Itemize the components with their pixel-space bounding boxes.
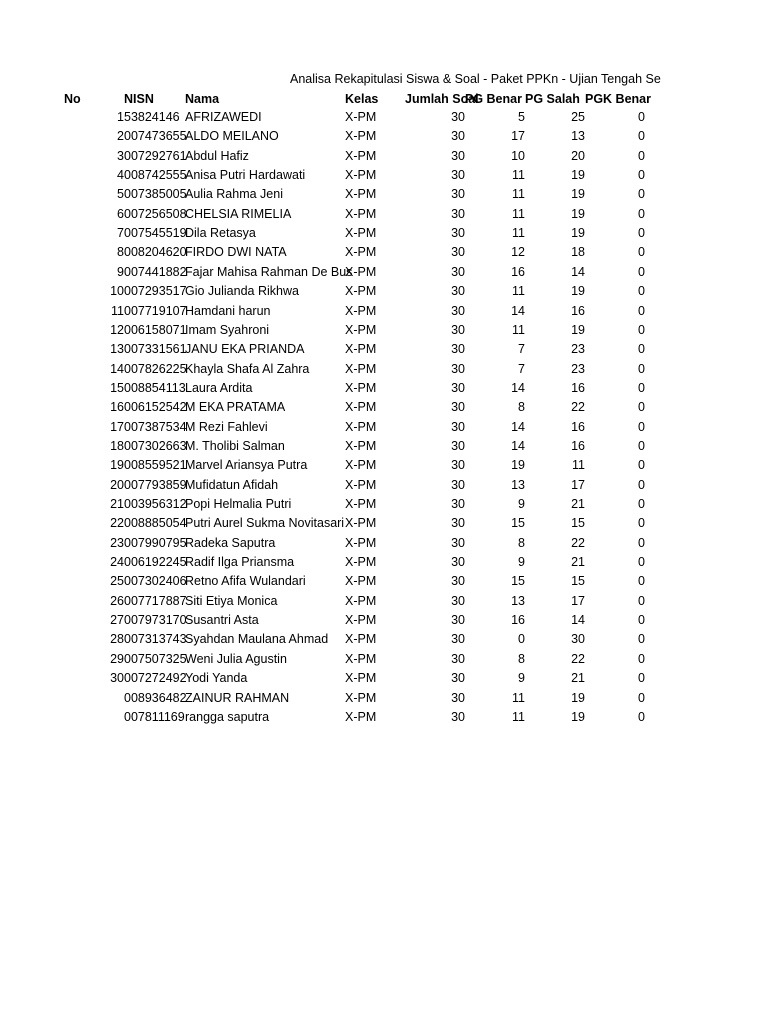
table-row — [0, 379, 768, 398]
cell-jumlah-soal: 30 — [451, 342, 465, 357]
cell-nama: Hamdani harun — [185, 303, 271, 318]
cell-nisn: 006158071 — [124, 322, 187, 337]
cell-nisn: 007302406 — [124, 574, 187, 589]
cell-nisn: 007719107 — [124, 303, 187, 318]
cell-pg-salah: 21 — [571, 497, 585, 511]
cell-jumlah-soal: 30 — [451, 593, 465, 608]
cell-pg-salah: 25 — [571, 110, 585, 124]
cell-pg-salah: 19 — [571, 187, 585, 202]
cell-pgk-benar: 0 — [638, 129, 645, 144]
cell-nisn: 007302663 — [124, 438, 187, 453]
table-row — [0, 611, 768, 630]
cell-jumlah-soal: 30 — [451, 129, 465, 144]
cell-pg-benar: 8 — [518, 400, 525, 415]
cell-pg-benar: 15 — [511, 574, 525, 589]
cell-kelas: X-PM — [345, 555, 377, 570]
cell-jumlah-soal: 30 — [451, 206, 465, 221]
table-row — [0, 224, 768, 243]
cell-no: 24 — [110, 555, 124, 570]
cell-no: 29 — [110, 651, 124, 666]
table-row — [0, 205, 768, 224]
cell-no: 12 — [110, 322, 124, 337]
cell-pg-salah: 22 — [571, 400, 585, 415]
cell-nama: Abdul Hafiz — [185, 148, 249, 163]
cell-nisn: 007811169 — [124, 709, 185, 724]
table-row — [0, 166, 768, 185]
cell-nisn: 007717887 — [124, 593, 187, 608]
table-row — [0, 514, 768, 533]
cell-nisn: 008559521 — [124, 458, 187, 473]
cell-nama: Weni Julia Agustin — [185, 651, 287, 666]
cell-no: 17 — [110, 419, 124, 434]
cell-nisn: 007545519 — [124, 226, 187, 241]
cell-nama: AFRIZAWEDI — [185, 110, 262, 124]
table-row — [0, 418, 768, 437]
cell-nama: Marvel Ariansya Putra — [185, 458, 308, 473]
cell-no: 1 — [117, 110, 124, 124]
cell-pg-salah: 22 — [571, 535, 585, 550]
cell-nisn: 003956312 — [124, 497, 187, 511]
cell-pgk-benar: 0 — [638, 690, 645, 705]
header-pg-benar: PG Benar — [465, 92, 522, 106]
cell-nama: Yodi Yanda — [185, 671, 248, 686]
cell-pg-benar: 10 — [511, 148, 525, 163]
cell-pgk-benar: 0 — [638, 709, 645, 724]
cell-no: 15 — [110, 380, 124, 395]
cell-no — [40, 708, 124, 727]
cell-pgk-benar: 0 — [638, 284, 645, 299]
cell-kelas: X-PM — [345, 148, 377, 163]
cell-no: 27 — [110, 613, 124, 628]
cell-kelas: X-PM — [345, 303, 377, 318]
table-row — [0, 282, 768, 301]
table-row — [0, 398, 768, 417]
header-pg-salah: PG Salah — [525, 92, 580, 106]
cell-nama: Dila Retasya — [185, 226, 256, 241]
cell-no: 11 — [111, 303, 124, 318]
cell-kelas: X-PM — [345, 419, 377, 434]
table-row — [0, 476, 768, 495]
cell-nisn: 007256508 — [124, 206, 187, 221]
cell-pg-salah: 19 — [571, 690, 585, 705]
cell-no: 23 — [110, 535, 124, 550]
cell-nama: Putri Aurel Sukma Novitasari — [185, 516, 345, 531]
cell-nisn: 007973170 — [124, 613, 187, 628]
cell-no: 28 — [110, 632, 124, 647]
cell-jumlah-soal: 30 — [451, 264, 465, 279]
cell-kelas: X-PM — [345, 516, 377, 531]
table-row — [0, 263, 768, 282]
cell-no: 22 — [110, 516, 124, 531]
cell-no: 13 — [110, 342, 124, 357]
cell-jumlah-soal: 30 — [451, 245, 465, 260]
cell-nisn: 008936482 — [124, 690, 187, 705]
cell-kelas: X-PM — [345, 671, 377, 686]
table-row — [0, 708, 768, 727]
table-row — [0, 669, 768, 688]
cell-no — [40, 689, 124, 708]
cell-pg-benar: 5 — [518, 110, 525, 124]
cell-jumlah-soal: 30 — [451, 380, 465, 395]
cell-pgk-benar: 0 — [638, 632, 645, 647]
cell-pg-benar: 13 — [511, 477, 525, 492]
table-row — [0, 630, 768, 649]
cell-nisn: 007793859 — [124, 477, 187, 492]
cell-kelas: X-PM — [345, 361, 377, 376]
cell-no: 8 — [117, 245, 124, 260]
cell-pgk-benar: 0 — [638, 613, 645, 628]
cell-nisn: 53824146 — [124, 110, 180, 124]
table-row — [0, 650, 768, 669]
table-row — [0, 495, 768, 514]
cell-pgk-benar: 0 — [638, 361, 645, 376]
cell-pgk-benar: 0 — [638, 380, 645, 395]
table-row — [0, 185, 768, 204]
cell-kelas: X-PM — [345, 400, 377, 415]
cell-pg-salah: 19 — [571, 226, 585, 241]
cell-jumlah-soal: 30 — [451, 438, 465, 453]
cell-pg-benar: 19 — [511, 458, 525, 473]
cell-pgk-benar: 0 — [638, 303, 645, 318]
cell-pgk-benar: 0 — [638, 671, 645, 686]
header-row — [0, 90, 768, 109]
cell-no: 25 — [110, 574, 124, 589]
cell-nisn: 007473655 — [124, 129, 187, 144]
cell-pg-benar: 16 — [511, 264, 525, 279]
cell-jumlah-soal: 30 — [451, 690, 465, 705]
cell-pgk-benar: 0 — [638, 342, 645, 357]
table-row — [0, 572, 768, 591]
cell-pg-salah: 15 — [571, 516, 585, 531]
cell-pgk-benar: 0 — [638, 148, 645, 163]
cell-no: 20 — [110, 477, 124, 492]
cell-pg-salah: 15 — [571, 574, 585, 589]
cell-pg-benar: 11 — [512, 709, 525, 724]
cell-pg-benar: 11 — [512, 206, 525, 221]
cell-kelas: X-PM — [345, 245, 377, 260]
cell-kelas: X-PM — [345, 168, 377, 183]
cell-jumlah-soal: 30 — [451, 709, 465, 724]
cell-pg-salah: 19 — [571, 284, 585, 299]
cell-pg-benar: 14 — [511, 419, 525, 434]
cell-pgk-benar: 0 — [638, 438, 645, 453]
cell-no: 26 — [110, 593, 124, 608]
cell-kelas: X-PM — [345, 187, 377, 202]
cell-pg-salah: 18 — [571, 245, 585, 260]
table-row — [0, 437, 768, 456]
cell-nama: M Rezi Fahlevi — [185, 419, 268, 434]
cell-pg-salah: 23 — [571, 361, 585, 376]
cell-pg-salah: 19 — [571, 709, 585, 724]
cell-pgk-benar: 0 — [638, 593, 645, 608]
table-row — [0, 340, 768, 359]
cell-nisn: 007292761 — [124, 148, 187, 163]
cell-pg-benar: 12 — [511, 245, 525, 260]
cell-pgk-benar: 0 — [638, 555, 645, 570]
cell-kelas: X-PM — [345, 632, 377, 647]
cell-nama: JANU EKA PRIANDA — [185, 342, 305, 357]
cell-no: 19 — [110, 458, 124, 473]
cell-no: 3 — [117, 148, 124, 163]
cell-pg-salah: 17 — [571, 477, 585, 492]
cell-nisn: 008204620 — [124, 245, 187, 260]
cell-jumlah-soal: 30 — [451, 477, 465, 492]
cell-jumlah-soal: 30 — [451, 458, 465, 473]
cell-pg-benar: 8 — [518, 651, 525, 666]
cell-nama: rangga saputra — [185, 709, 270, 724]
cell-kelas: X-PM — [345, 613, 377, 628]
cell-pgk-benar: 0 — [638, 535, 645, 550]
cell-pg-salah: 19 — [571, 322, 585, 337]
cell-nama: Siti Etiya Monica — [185, 593, 278, 608]
cell-pg-benar: 16 — [511, 613, 525, 628]
cell-pg-benar: 9 — [518, 671, 525, 686]
cell-no: 21 — [110, 497, 124, 511]
cell-pg-benar: 17 — [511, 129, 525, 144]
cell-kelas: X-PM — [345, 206, 377, 221]
cell-no: 5 — [117, 187, 124, 202]
cell-jumlah-soal: 30 — [451, 400, 465, 415]
cell-kelas: X-PM — [345, 284, 377, 299]
cell-pgk-benar: 0 — [638, 168, 645, 183]
table-row — [0, 592, 768, 611]
cell-kelas: X-PM — [345, 322, 377, 337]
cell-nama: M. Tholibi Salman — [185, 438, 285, 453]
cell-pg-salah: 16 — [571, 438, 585, 453]
table-row — [0, 302, 768, 321]
table-row — [0, 321, 768, 340]
cell-pg-benar: 14 — [511, 380, 525, 395]
cell-nama: Syahdan Maulana Ahmad — [185, 632, 329, 647]
cell-kelas: X-PM — [345, 690, 377, 705]
cell-pg-benar: 14 — [511, 303, 525, 318]
cell-pgk-benar: 0 — [638, 187, 645, 202]
cell-no: 6 — [117, 206, 124, 221]
header-pgk-benar: PGK Benar — [585, 92, 651, 106]
cell-nama: Fajar Mahisa Rahman De Bus — [185, 264, 353, 279]
cell-kelas: X-PM — [345, 264, 377, 279]
cell-nama: Retno Afifa Wulandari — [185, 574, 306, 589]
report-title: Analisa Rekapitulasi Siswa & Soal - Paket PPKn - Ujian Tengah Se — [290, 72, 661, 86]
cell-nisn: 007385005 — [124, 187, 187, 202]
cell-no: 10 — [110, 284, 124, 299]
cell-pg-benar: 11 — [512, 322, 525, 337]
table-row — [0, 147, 768, 166]
cell-pg-salah: 22 — [571, 651, 585, 666]
cell-kelas: X-PM — [345, 226, 377, 241]
cell-pg-salah: 17 — [571, 593, 585, 608]
table-row — [0, 534, 768, 553]
cell-pg-salah: 11 — [572, 458, 585, 473]
cell-no: 30 — [110, 671, 124, 686]
cell-jumlah-soal: 30 — [451, 322, 465, 337]
cell-kelas: X-PM — [345, 458, 377, 473]
cell-pg-benar: 13 — [511, 593, 525, 608]
cell-pg-salah: 13 — [571, 129, 585, 144]
cell-kelas: X-PM — [345, 380, 377, 395]
cell-no: 7 — [117, 226, 124, 241]
cell-pg-salah: 14 — [571, 264, 585, 279]
cell-pg-salah: 21 — [571, 555, 585, 570]
cell-no: 2 — [117, 129, 124, 144]
cell-pgk-benar: 0 — [638, 110, 645, 124]
cell-jumlah-soal: 30 — [451, 535, 465, 550]
cell-jumlah-soal: 30 — [451, 168, 465, 183]
cell-nisn: 007313743 — [124, 632, 187, 647]
cell-pgk-benar: 0 — [638, 497, 645, 511]
cell-kelas: X-PM — [345, 477, 377, 492]
cell-kelas: X-PM — [345, 535, 377, 550]
cell-jumlah-soal: 30 — [451, 613, 465, 628]
cell-jumlah-soal: 30 — [451, 284, 465, 299]
cell-nama: Anisa Putri Hardawati — [185, 168, 306, 183]
cell-pgk-benar: 0 — [638, 264, 645, 279]
cell-jumlah-soal: 30 — [451, 555, 465, 570]
cell-nisn: 008854113 — [124, 380, 186, 395]
cell-pg-salah: 16 — [571, 380, 585, 395]
cell-jumlah-soal: 30 — [451, 671, 465, 686]
cell-pgk-benar: 0 — [638, 516, 645, 531]
cell-kelas: X-PM — [345, 342, 377, 357]
cell-jumlah-soal: 30 — [451, 516, 465, 531]
cell-pg-salah: 23 — [571, 342, 585, 357]
cell-jumlah-soal: 30 — [451, 651, 465, 666]
cell-pg-salah: 16 — [571, 419, 585, 434]
cell-pg-benar: 15 — [511, 516, 525, 531]
cell-nisn: 006152542 — [124, 400, 187, 415]
cell-nama: Khayla Shafa Al Zahra — [185, 361, 310, 376]
cell-pg-salah: 20 — [571, 148, 585, 163]
table-row — [0, 553, 768, 572]
cell-jumlah-soal: 30 — [451, 419, 465, 434]
cell-pg-salah: 30 — [571, 632, 585, 647]
cell-nama: Radif Ilga Priansma — [185, 555, 295, 570]
cell-nama: Aulia Rahma Jeni — [185, 187, 283, 202]
cell-kelas: X-PM — [345, 438, 377, 453]
header-nisn: NISN — [124, 92, 154, 106]
cell-nisn: 008885054 — [124, 516, 187, 531]
cell-nama: Imam Syahroni — [185, 322, 270, 337]
cell-pg-salah: 16 — [571, 303, 585, 318]
cell-pg-salah: 19 — [571, 206, 585, 221]
header-kelas: Kelas — [345, 92, 379, 106]
cell-nisn: 007331561 — [124, 342, 187, 357]
cell-nama: Laura Ardita — [185, 380, 253, 395]
cell-kelas: X-PM — [345, 129, 377, 144]
cell-kelas: X-PM — [345, 651, 377, 666]
header-no: No — [64, 92, 81, 106]
cell-pg-benar: 11 — [512, 226, 525, 241]
cell-nama: M EKA PRATAMA — [185, 400, 286, 415]
cell-pg-benar: 9 — [518, 555, 525, 570]
cell-pgk-benar: 0 — [638, 400, 645, 415]
cell-kelas: X-PM — [345, 110, 377, 124]
cell-nisn: 006192245 — [124, 555, 187, 570]
cell-nisn: 007272492 — [124, 671, 187, 686]
cell-jumlah-soal: 30 — [451, 303, 465, 318]
cell-pgk-benar: 0 — [638, 206, 645, 221]
cell-jumlah-soal: 30 — [451, 361, 465, 376]
cell-pgk-benar: 0 — [638, 322, 645, 337]
cell-nisn: 007826225 — [124, 361, 187, 376]
cell-pgk-benar: 0 — [638, 226, 645, 241]
cell-jumlah-soal: 30 — [451, 110, 465, 124]
cell-pg-benar: 11 — [512, 284, 525, 299]
cell-kelas: X-PM — [345, 593, 377, 608]
cell-nisn: 007990795 — [124, 535, 187, 550]
cell-nisn: 007293517 — [124, 284, 187, 299]
cell-nama: FIRDO DWI NATA — [185, 245, 287, 260]
cell-no: 18 — [110, 438, 124, 453]
cell-jumlah-soal: 30 — [451, 632, 465, 647]
cell-nama: Radeka Saputra — [185, 535, 276, 550]
cell-nama: Gio Julianda Rikhwa — [185, 284, 299, 299]
cell-jumlah-soal: 30 — [451, 187, 465, 202]
cell-pg-benar: 7 — [518, 361, 525, 376]
cell-nama: ZAINUR RAHMAN — [185, 690, 290, 705]
table-row — [0, 108, 768, 127]
cell-nisn: 007507325 — [124, 651, 187, 666]
header-nama: Nama — [185, 92, 220, 106]
cell-nama: ALDO MEILANO — [185, 129, 279, 144]
cell-jumlah-soal: 30 — [451, 148, 465, 163]
cell-no: 9 — [117, 264, 124, 279]
cell-pg-benar: 11 — [512, 690, 525, 705]
cell-nisn: 008742555 — [124, 168, 187, 183]
cell-jumlah-soal: 30 — [451, 497, 465, 511]
cell-kelas: X-PM — [345, 497, 377, 511]
cell-nama: Susantri Asta — [185, 613, 259, 628]
cell-pg-salah: 21 — [571, 671, 585, 686]
cell-pg-benar: 7 — [518, 342, 525, 357]
cell-pg-benar: 8 — [518, 535, 525, 550]
header-jumlah-soal: Jumlah Soal — [405, 92, 479, 106]
cell-no: 4 — [117, 168, 124, 183]
cell-no: 16 — [110, 400, 124, 415]
cell-pg-benar: 9 — [518, 497, 525, 511]
cell-nisn: 007441882 — [124, 264, 187, 279]
cell-no: 14 — [110, 361, 124, 376]
cell-pg-salah: 19 — [571, 168, 585, 183]
cell-pgk-benar: 0 — [638, 458, 645, 473]
cell-pgk-benar: 0 — [638, 245, 645, 260]
table-row — [0, 456, 768, 475]
cell-jumlah-soal: 30 — [451, 574, 465, 589]
cell-pgk-benar: 0 — [638, 419, 645, 434]
cell-kelas: X-PM — [345, 574, 377, 589]
cell-nama: CHELSIA RIMELIA — [185, 206, 292, 221]
cell-jumlah-soal: 30 — [451, 226, 465, 241]
cell-pg-benar: 0 — [518, 632, 525, 647]
cell-pgk-benar: 0 — [638, 477, 645, 492]
cell-nama: Popi Helmalia Putri — [185, 497, 292, 511]
table-row — [0, 127, 768, 146]
cell-pg-benar: 11 — [512, 168, 525, 183]
cell-pg-benar: 11 — [512, 187, 525, 202]
cell-pgk-benar: 0 — [638, 574, 645, 589]
cell-pg-benar: 14 — [511, 438, 525, 453]
cell-nama: Mufidatun Afidah — [185, 477, 279, 492]
cell-pgk-benar: 0 — [638, 651, 645, 666]
cell-pg-salah: 14 — [571, 613, 585, 628]
cell-kelas: X-PM — [345, 709, 377, 724]
table-row — [0, 360, 768, 379]
table-row — [0, 243, 768, 262]
cell-nisn: 007387534 — [124, 419, 187, 434]
table-row — [0, 689, 768, 708]
